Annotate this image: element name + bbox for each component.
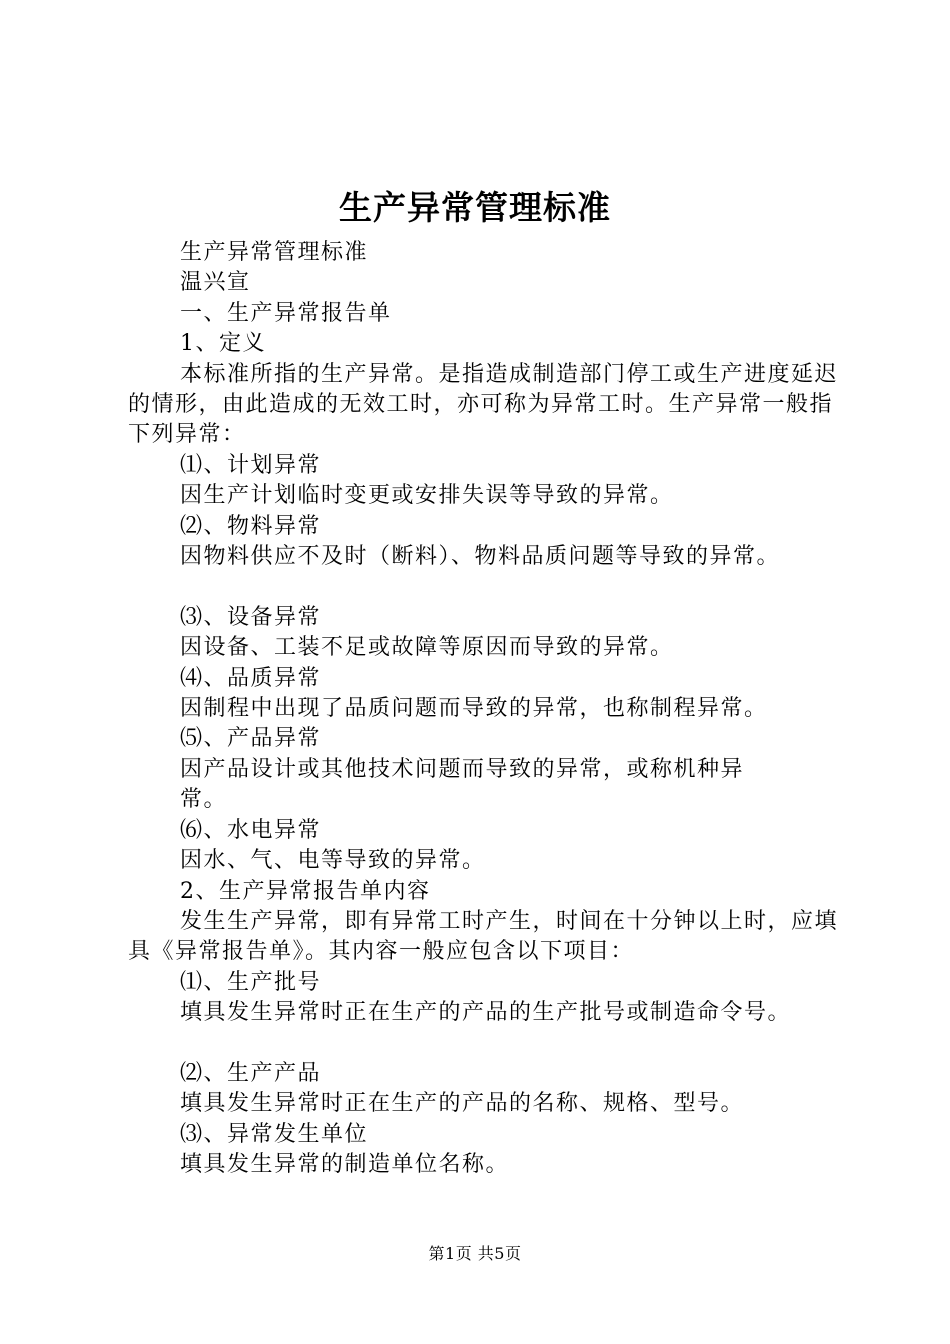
list-description: 因物料供应不及时（断料）、物料品质问题等导致的异常。: [180, 544, 781, 570]
list-description: 填具发生异常时正在生产的产品的名称、规格、型号。: [180, 1091, 745, 1117]
list-heading: ⑴、生产批号: [180, 969, 322, 995]
blank-line: [128, 572, 848, 602]
list-heading: ⑵、物料异常: [180, 513, 322, 539]
list-heading: ⑹、水电异常: [180, 817, 322, 843]
document-body: [128, 238, 848, 1181]
list-description: 因生产计划临时变更或安排失误等导致的异常。: [180, 483, 674, 509]
list-description: 因制程中出现了品质问题而导致的异常，也称制程异常。: [180, 696, 768, 722]
body-paragraph: 发生生产异常，即有异常工时产生，时间在十分钟以上时，应填具《异常报告单》。其内容一般应包含以下项目：: [128, 908, 839, 965]
list-heading: ⑵、生产产品: [180, 1060, 322, 1086]
list-description: 填具发生异常的制造单位名称。: [180, 1152, 510, 1178]
blank-line: [128, 1029, 848, 1059]
list-heading: ⑴、计划异常: [180, 452, 322, 478]
list-description: 因水、气、电等导致的异常。: [180, 848, 486, 874]
list-heading: ⑷、品质异常: [180, 665, 322, 691]
list-heading: ⑶、设备异常: [180, 604, 322, 630]
section-heading: 一、生产异常报告单: [180, 300, 392, 326]
subsection-heading: 1、定义: [180, 331, 266, 357]
page-number-footer: 第1页 共5页: [428, 1244, 522, 1263]
list-heading: ⑸、产品异常: [180, 726, 322, 752]
list-description: 填具发生异常时正在生产的产品的生产批号或制造命令号。: [180, 1000, 792, 1026]
list-description: 因设备、工装不足或故障等原因而导致的异常。: [180, 635, 674, 661]
document-title: 生产异常管理标准: [339, 188, 611, 227]
body-paragraph: 本标准所指的生产异常。是指造成制造部门停工或生产进度延迟的情形，由此造成的无效工时，亦可称为异常工时。生产异常一般指下列异常：: [128, 361, 839, 448]
list-description: 因产品设计或其他技术问题而导致的异常，或称机种异: [180, 756, 745, 782]
subsection-heading: 2、生产异常报告单内容: [180, 878, 431, 904]
author-line: 温兴宣: [180, 270, 251, 296]
list-heading: ⑶、异常发生单位: [180, 1121, 369, 1147]
subtitle-line: 生产异常管理标准: [180, 240, 369, 265]
list-description-continued: 常。: [180, 787, 228, 813]
